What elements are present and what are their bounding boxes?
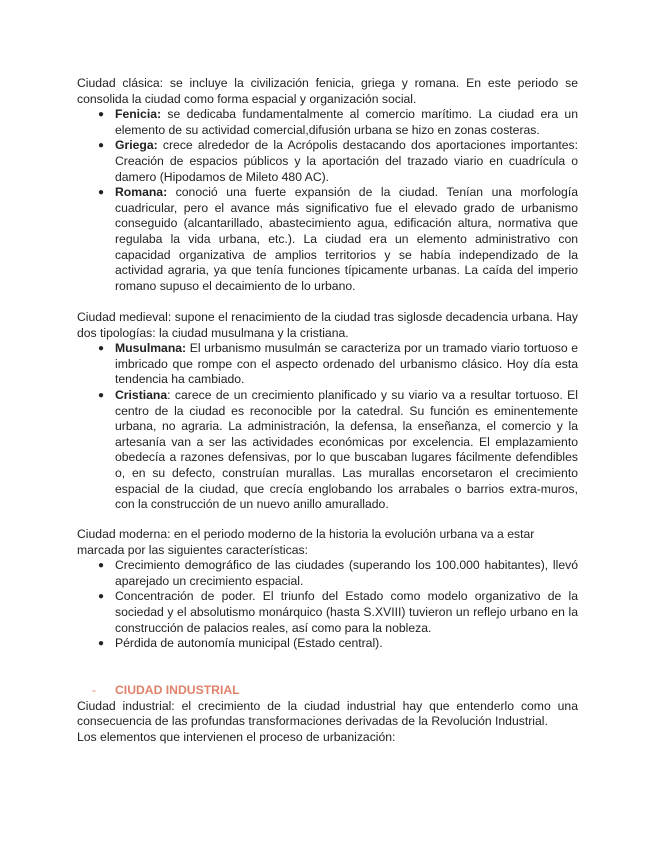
bullet-icon: ● bbox=[98, 140, 105, 152]
industrial-paragraph: Ciudad industrial: el crecimiento de la ciudad industrial hay que entenderlo como una consecuencia de las profundas transformaciones derivadas de la Revolución Industrial. bbox=[77, 698, 578, 729]
moderna-intro: Ciudad moderna: en el periodo moderno de la historia la evolución urbana va a estar marcada por las siguientes características: bbox=[77, 527, 535, 557]
bullet-icon: ● bbox=[98, 638, 105, 650]
section-ciudad-moderna bbox=[77, 527, 578, 652]
list-item bbox=[77, 138, 578, 185]
bullet-icon: ● bbox=[98, 187, 105, 199]
description: Crecimiento demográfico de las ciudades (superando los 100.000 habitantes), llevó aparejado un crecimiento espacial. bbox=[115, 558, 578, 588]
section-heading bbox=[77, 683, 578, 699]
bullet-icon: ● bbox=[98, 109, 105, 121]
list-item bbox=[77, 185, 578, 294]
list-item bbox=[77, 341, 578, 388]
term: Romana: bbox=[115, 185, 168, 200]
term: Musulmana: bbox=[115, 341, 187, 356]
list-item bbox=[77, 558, 578, 589]
dash-marker: - bbox=[92, 683, 97, 697]
term: Cristiana bbox=[115, 387, 168, 402]
heading-text: CIUDAD INDUSTRIAL bbox=[115, 683, 240, 697]
medieval-intro: Ciudad medieval: supone el renacimiento de la ciudad tras siglosde decadencia urbana. Hay dos tipologías: la ciudad musulmana y la cristiana. bbox=[77, 310, 578, 340]
list-item bbox=[77, 107, 578, 138]
description: crece alrededor de la Acrópolis destacando dos aportaciones importantes: Creación de espacios públicos y la aportación del trazado viario en cuadrícula o damero (Hipodamos de Mileto 480 AC). bbox=[115, 138, 578, 184]
bullet-icon: ● bbox=[98, 560, 105, 572]
list-item bbox=[77, 589, 578, 636]
medieval-list bbox=[77, 341, 578, 513]
bullet-icon: ● bbox=[98, 343, 105, 355]
description: conoció una fuerte expansión de la ciudad. Tenían una morfología cuadricular, pero el avance más significativo fue el elevado grado de urbanismo conseguido (alcantarillado, abastecimiento agua, edificación altura, normativa que regulaba la vida urbana, etc.). La ciudad era un elemento administrativo con capacidad organizativa de amplios territorios y se había independizado de la actividad agraria, ya que tenía funciones típicamente urbanas. La caída del imperio romano supuso el decaimiento de lo urbano. bbox=[115, 185, 578, 293]
list-item bbox=[77, 388, 578, 513]
bullet-icon: ● bbox=[98, 591, 105, 603]
description: Concentración de poder. El triunfo del Estado como modelo organizativo de la sociedad y el absolutismo monárquico (hasta S.XVIII) tuvieron un reflejo urbano en la construcción de palacios reales, así como para la nobleza. bbox=[115, 589, 578, 635]
description: Pérdida de autonomía municipal (Estado central). bbox=[115, 636, 383, 651]
bullet-icon: ● bbox=[98, 389, 105, 401]
description: : carece de un crecimiento planificado y su viario va a resultar tortuoso. El centro de la ciudad es reconocible por la catedral. Su función es eminentemente urbana, no agraria. La administración, la defensa, la enseñanza, el comercio y la artesanía van a ser las actividades económicas por excelencia. El emplazamiento obedecía a razones defensivas, por lo que buscaban lugares fácilmente defendibles o, en su defecto, construían murallas. Las murallas encorsetaron el crecimiento espacial de la ciudad, que crecía englobando los arrabales o barrios extra-muros, con la construcción de un nuevo anillo amurallado. bbox=[115, 387, 578, 512]
clasica-intro: Ciudad clásica: se incluye la civilización fenicia, griega y romana. En este periodo se consolida la ciudad como forma espacial y organización social. bbox=[77, 76, 578, 106]
elements-line: Los elementos que intervienen el proceso de urbanización: bbox=[77, 729, 396, 744]
term: Griega: bbox=[115, 138, 158, 153]
section-ciudad-medieval bbox=[77, 310, 578, 513]
description: El urbanismo musulmán se caracteriza por un tramado viario tortuoso e imbricado que rompe con el aspecto ordenado del urbanismo clásico. Hoy día esta tendencia ha cambiado. bbox=[115, 341, 578, 387]
clasica-list bbox=[77, 107, 578, 294]
section-ciudad-industrial bbox=[77, 683, 578, 745]
moderna-list bbox=[77, 558, 578, 652]
description: se dedicaba fundamentalmente al comercio marítimo. La ciudad era un elemento de su actividad comercial,difusión urbana se hizo en zonas costeras. bbox=[115, 107, 578, 137]
section-ciudad-clasica bbox=[77, 76, 578, 294]
term: Fenicia: bbox=[115, 107, 162, 122]
list-item bbox=[77, 636, 578, 652]
